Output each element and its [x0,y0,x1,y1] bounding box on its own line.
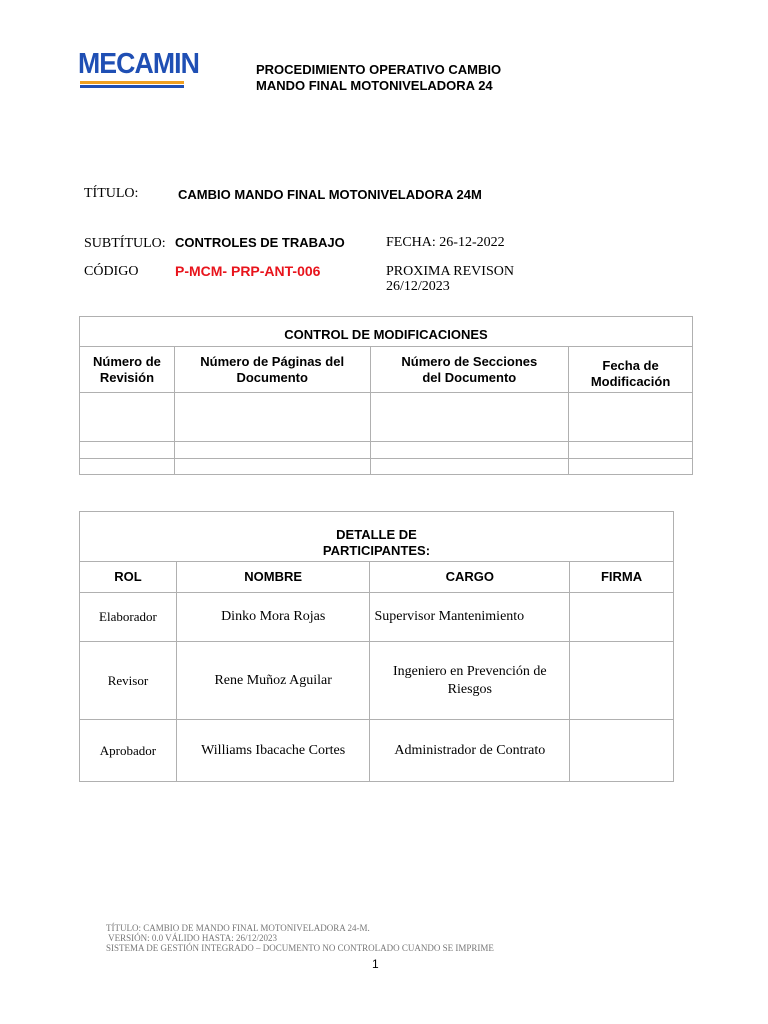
col-header-line1: Número de Secciones [401,353,538,369]
header-title-line2: MANDO FINAL MOTONIVELADORA 24 [256,78,493,93]
col-header-line2: Modificación [590,373,671,389]
document-footer [106,923,494,953]
table-cell [80,442,175,459]
cargo-line2: Riesgos [447,681,492,697]
footer-line3: SISTEMA DE GESTIÓN INTEGRADO – DOCUMENTO NO CONTROLADO CUANDO SE IMPRIME [106,943,494,953]
subtitulo-label: SUBTÍTULO: [84,236,166,251]
table-row [80,393,693,442]
col-fecha-modificacion [569,347,693,393]
table-row [80,642,674,720]
table-cell [174,459,370,475]
table-cell [370,393,569,442]
col-cargo: CARGO [370,562,570,593]
firma-cell [570,720,674,782]
participantes-table [79,511,674,782]
firma-cell [570,593,674,642]
col-numero-secciones [370,347,569,393]
table-row [80,459,693,475]
logo-blue-stripe [80,85,184,88]
footer-line2: VERSIÓN: 0.0 VÁLIDO HASTA: 26/12/2023 [106,933,277,943]
header-title-line1: PROCEDIMIENTO OPERATIVO CAMBIO [256,62,502,77]
fecha: FECHA: 26-12-2022 [386,235,505,250]
cargo-line1: Supervisor Mantenimiento [374,609,525,624]
col-rol: ROL [80,562,177,593]
logo-text: MECAMIN [78,48,200,80]
page-number: 1 [372,957,379,971]
codigo-value: P-MCM- PRP-ANT-006 [175,263,321,279]
footer-line1: TÍTULO: CAMBIO DE MANDO FINAL MOTONIVELADORA 24-M. [106,923,370,933]
subtitulo-value: CONTROLES DE TRABAJO [175,235,345,250]
table-cell [569,459,693,475]
cargo-line1: Ingeniero en Prevención de [393,663,547,679]
table-cell [174,442,370,459]
codigo-label: CÓDIGO [84,264,139,279]
titulo-value: CAMBIO MANDO FINAL MOTONIVELADORA 24M [178,187,482,202]
rol-cell: Aprobador [80,720,177,782]
col-header-line1: Número de Páginas del [200,353,345,369]
cargo-cell [370,593,570,642]
col-numero-revision [80,347,175,393]
nombre-cell: Dinko Mora Rojas [176,593,370,642]
col-header-line2: del Documento [422,369,517,385]
col-header-line2: Revisión [99,369,155,385]
table-row [80,442,693,459]
col-header-line1: Número de [92,353,161,369]
modificaciones-table [79,316,693,475]
document-header-title [256,62,501,94]
participantes-title [80,512,674,562]
nombre-cell: Rene Muñoz Aguilar [176,642,370,720]
company-logo [78,48,200,90]
col-firma: FIRMA [570,562,674,593]
table-cell [174,393,370,442]
firma-cell [570,642,674,720]
participantes-title-line1: DETALLE DE [336,526,417,542]
cargo-line1: Administrador de Contrato [394,742,546,758]
titulo-label: TÍTULO: [84,186,139,201]
proxima-revision [386,264,514,294]
col-header-line2: Documento [236,369,308,385]
col-numero-paginas [174,347,370,393]
table-cell [569,393,693,442]
proxima-revision-date: 26/12/2023 [386,279,450,294]
table-cell [80,393,175,442]
table-row [80,720,674,782]
table-cell [80,459,175,475]
proxima-revision-label: PROXIMA REVISON [386,264,514,279]
table-cell [370,442,569,459]
nombre-cell: Williams Ibacache Cortes [176,720,370,782]
logo-orange-stripe [80,81,184,84]
rol-cell: Revisor [80,642,177,720]
cargo-cell [370,642,570,720]
table-cell [370,459,569,475]
rol-cell: Elaborador [80,593,177,642]
table-cell [569,442,693,459]
participantes-title-line2: PARTICIPANTES: [322,542,431,558]
modificaciones-title: CONTROL DE MODIFICACIONES [80,317,693,347]
col-header-line1: Fecha de [602,357,659,373]
cargo-cell [370,720,570,782]
col-nombre: NOMBRE [176,562,370,593]
table-row [80,593,674,642]
